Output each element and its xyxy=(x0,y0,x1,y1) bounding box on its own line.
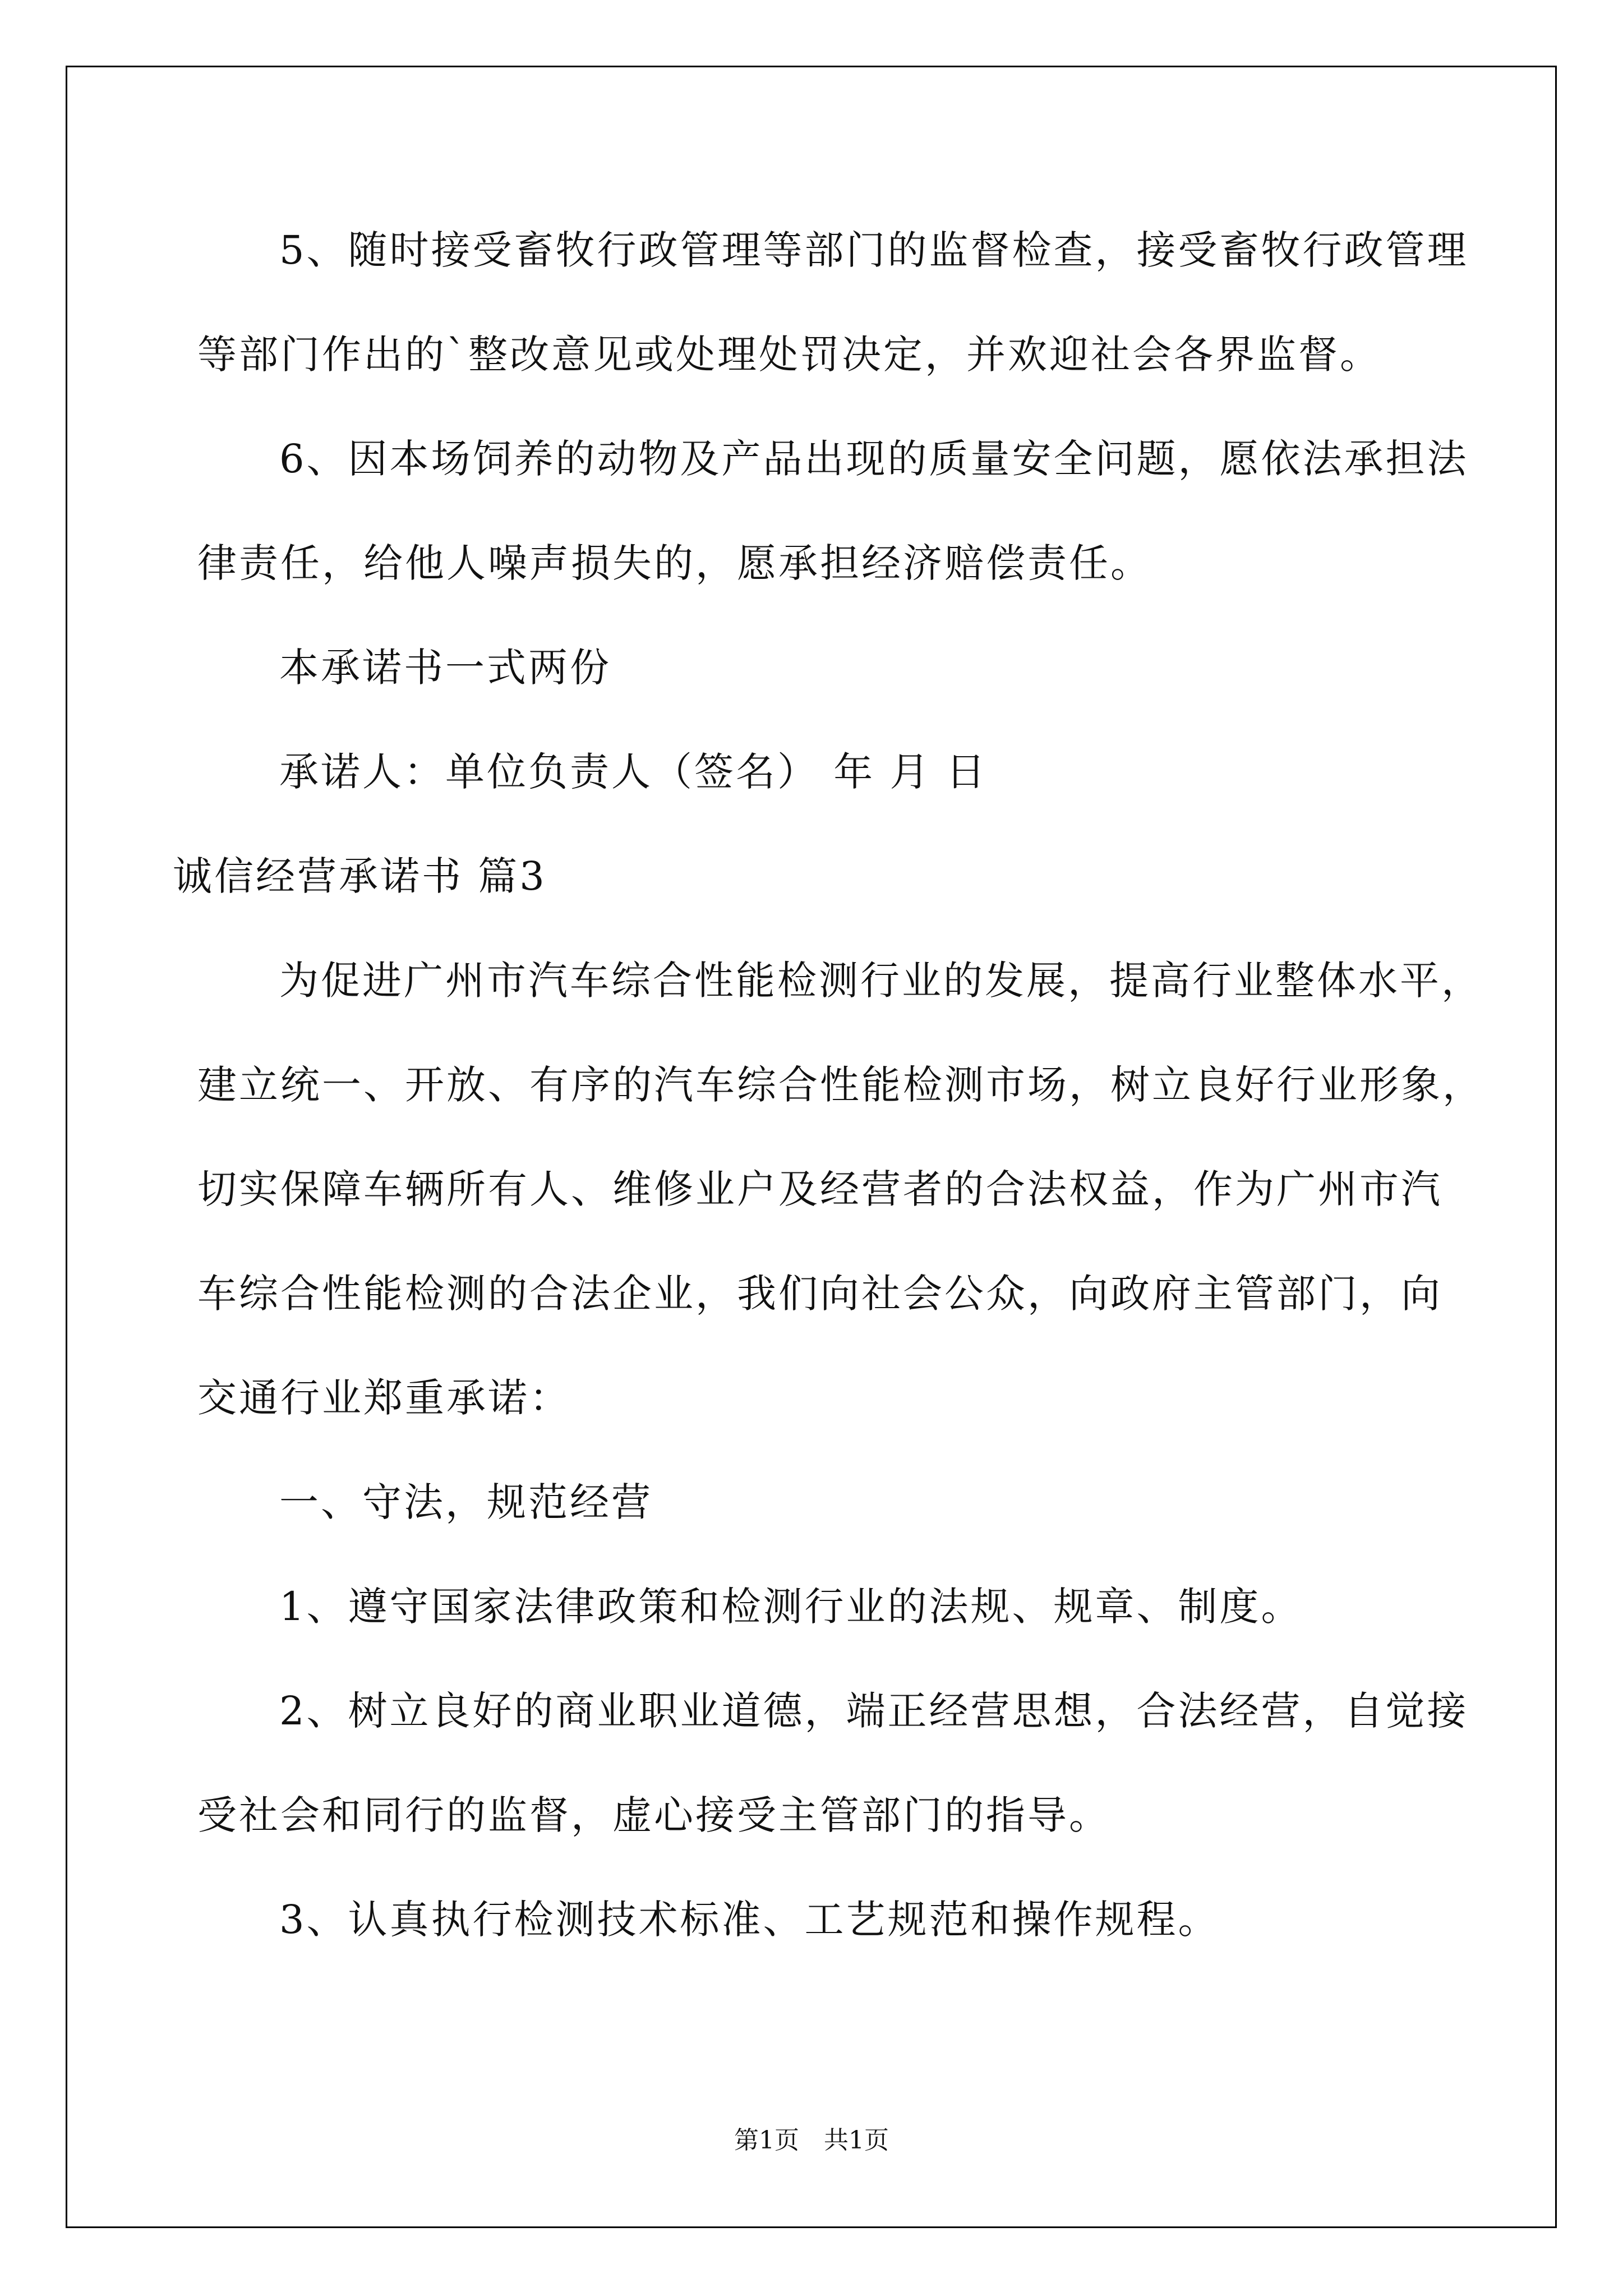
paragraph-line: 建立统一、开放、有序的汽车综合性能检测市场，树立良好行业形象， xyxy=(197,1062,1484,1108)
paragraph-line: 律责任，给他人噪声损失的，愿承担经济赔偿责任。 xyxy=(197,540,1152,586)
paragraph-line: 切实保障车辆所有人、维修业户及经营者的合法权益，作为广州市汽 xyxy=(197,1166,1442,1212)
paragraph-line: 2、树立良好的商业职业道德，端正经营思想，合法经营，自觉接 xyxy=(279,1688,1469,1734)
paragraph-line: 受社会和同行的监督，虚心接受主管部门的指导。 xyxy=(197,1792,1110,1838)
section-heading: 诚信经营承诺书 篇3 xyxy=(173,853,547,899)
paragraph-line: 1、遵守国家法律政策和检测行业的法规、规章、制度。 xyxy=(279,1584,1303,1630)
paragraph-line: 等部门作出的`整改意见或处理处罚决定，并欢迎社会各界监督。 xyxy=(197,332,1381,378)
signature-line: 承诺人：单位负责人（签名） 年 月 日 xyxy=(279,749,988,795)
paragraph-line: 车综合性能检测的合法企业，我们向社会公众，向政府主管部门，向 xyxy=(197,1271,1442,1317)
paragraph-line: 为促进广州市汽车综合性能检测行业的发展，提高行业整体水平， xyxy=(279,958,1483,1004)
paragraph-line: 5、随时接受畜牧行政管理等部门的监督检查，接受畜牧行政管理 xyxy=(279,227,1469,273)
paragraph-line: 3、认真执行检测技术标准、工艺规范和操作规程。 xyxy=(279,1897,1220,1943)
subsection-heading: 一、守法，规范经营 xyxy=(279,1479,653,1525)
page-number-footer: 第1页 共1页 xyxy=(734,2126,889,2155)
paragraph-line: 6、因本场饲养的动物及产品出现的质量安全问题，愿依法承担法 xyxy=(279,436,1469,482)
paragraph-line: 本承诺书一式两份 xyxy=(279,645,611,691)
paragraph-line: 交通行业郑重承诺： xyxy=(197,1375,571,1421)
